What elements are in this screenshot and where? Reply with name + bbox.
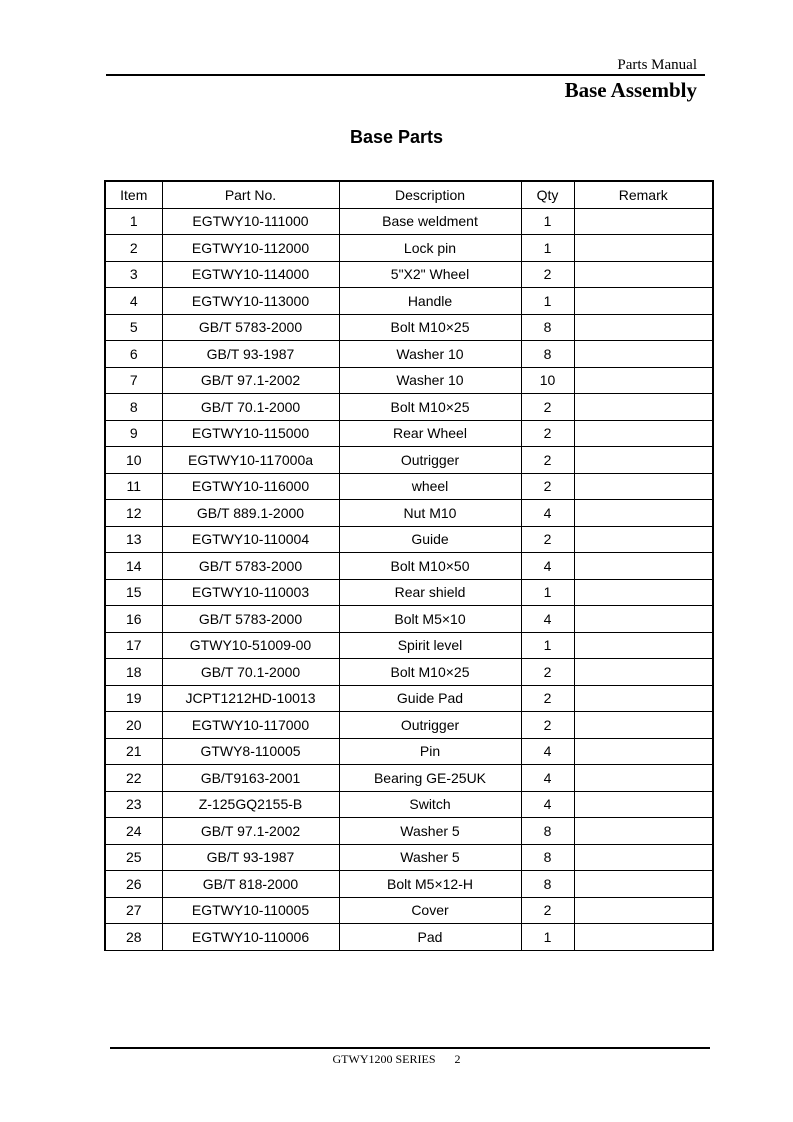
cell-qty: 4	[521, 553, 574, 580]
cell-description: Outrigger	[339, 447, 521, 474]
cell-item: 7	[105, 367, 162, 394]
cell-remark	[574, 791, 713, 818]
cell-remark	[574, 685, 713, 712]
cell-description: Nut M10	[339, 500, 521, 527]
cell-part-no: EGTWY10-115000	[162, 420, 339, 447]
cell-part-no: EGTWY10-114000	[162, 261, 339, 288]
cell-qty: 8	[521, 314, 574, 341]
cell-item: 22	[105, 765, 162, 792]
table-header-row	[105, 181, 713, 208]
table-row	[105, 606, 713, 633]
cell-part-no: GB/T 70.1-2000	[162, 394, 339, 421]
cell-qty: 4	[521, 500, 574, 527]
cell-item: 18	[105, 659, 162, 686]
cell-qty: 8	[521, 844, 574, 871]
cell-remark	[574, 871, 713, 898]
footer-rule	[110, 1047, 710, 1049]
manual-label: Parts Manual	[617, 57, 697, 73]
cell-description: Handle	[339, 288, 521, 315]
table-row	[105, 659, 713, 686]
cell-item: 10	[105, 447, 162, 474]
cell-part-no: GB/T 889.1-2000	[162, 500, 339, 527]
table-row	[105, 235, 713, 262]
cell-remark	[574, 606, 713, 633]
cell-description: Lock pin	[339, 235, 521, 262]
cell-part-no: Z-125GQ2155-B	[162, 791, 339, 818]
table-row	[105, 500, 713, 527]
cell-part-no: GB/T 818-2000	[162, 871, 339, 898]
cell-item: 28	[105, 924, 162, 951]
cell-item: 16	[105, 606, 162, 633]
cell-qty: 4	[521, 738, 574, 765]
cell-qty: 1	[521, 288, 574, 315]
cell-item: 6	[105, 341, 162, 368]
cell-remark	[574, 367, 713, 394]
table-row	[105, 791, 713, 818]
footer-series: GTWY1200 SERIES	[332, 1052, 436, 1066]
cell-remark	[574, 553, 713, 580]
cell-remark	[574, 208, 713, 235]
cell-description: Cover	[339, 897, 521, 924]
cell-qty: 2	[521, 261, 574, 288]
cell-part-no: GB/T 97.1-2002	[162, 367, 339, 394]
cell-description: Bolt M10×25	[339, 314, 521, 341]
cell-remark	[574, 261, 713, 288]
table-row	[105, 632, 713, 659]
table-row	[105, 394, 713, 421]
cell-part-no: EGTWY10-112000	[162, 235, 339, 262]
cell-remark	[574, 314, 713, 341]
table-row	[105, 765, 713, 792]
cell-part-no: EGTWY10-110004	[162, 526, 339, 553]
cell-qty: 2	[521, 685, 574, 712]
cell-item: 15	[105, 579, 162, 606]
cell-description: Rear Wheel	[339, 420, 521, 447]
cell-qty: 4	[521, 765, 574, 792]
cell-qty: 1	[521, 579, 574, 606]
cell-item: 23	[105, 791, 162, 818]
table-row	[105, 208, 713, 235]
cell-item: 9	[105, 420, 162, 447]
cell-item: 17	[105, 632, 162, 659]
cell-item: 5	[105, 314, 162, 341]
cell-item: 4	[105, 288, 162, 315]
cell-qty: 8	[521, 341, 574, 368]
cell-item: 2	[105, 235, 162, 262]
cell-qty: 2	[521, 473, 574, 500]
table-row	[105, 712, 713, 739]
cell-remark	[574, 526, 713, 553]
cell-remark	[574, 500, 713, 527]
cell-qty: 1	[521, 235, 574, 262]
cell-item: 8	[105, 394, 162, 421]
footer-page-number: 2	[454, 1052, 461, 1066]
table-row	[105, 526, 713, 553]
cell-remark	[574, 818, 713, 845]
table-row	[105, 924, 713, 951]
table-row	[105, 897, 713, 924]
cell-qty: 10	[521, 367, 574, 394]
cell-item: 12	[105, 500, 162, 527]
cell-qty: 2	[521, 659, 574, 686]
cell-remark	[574, 420, 713, 447]
cell-description: Spirit level	[339, 632, 521, 659]
cell-description: Guide	[339, 526, 521, 553]
cell-qty: 8	[521, 871, 574, 898]
cell-remark	[574, 235, 713, 262]
cell-qty: 2	[521, 712, 574, 739]
cell-description: Bolt M5×10	[339, 606, 521, 633]
cell-part-no: EGTWY10-111000	[162, 208, 339, 235]
cell-item: 19	[105, 685, 162, 712]
cell-part-no: GB/T 5783-2000	[162, 314, 339, 341]
col-header-item: Item	[105, 181, 162, 208]
cell-item: 13	[105, 526, 162, 553]
cell-item: 20	[105, 712, 162, 739]
cell-part-no: EGTWY10-113000	[162, 288, 339, 315]
cell-qty: 1	[521, 632, 574, 659]
cell-part-no: EGTWY10-116000	[162, 473, 339, 500]
cell-remark	[574, 738, 713, 765]
cell-item: 24	[105, 818, 162, 845]
cell-description: Washer 5	[339, 844, 521, 871]
cell-description: Base weldment	[339, 208, 521, 235]
cell-remark	[574, 712, 713, 739]
cell-part-no: EGTWY10-110003	[162, 579, 339, 606]
cell-remark	[574, 473, 713, 500]
cell-remark	[574, 924, 713, 951]
section-title: Base Assembly	[564, 78, 697, 102]
cell-qty: 4	[521, 791, 574, 818]
header-rule	[106, 74, 705, 76]
cell-item: 26	[105, 871, 162, 898]
col-header-part-no: Part No.	[162, 181, 339, 208]
cell-qty: 8	[521, 818, 574, 845]
cell-remark	[574, 765, 713, 792]
cell-qty: 2	[521, 394, 574, 421]
col-header-description: Description	[339, 181, 521, 208]
cell-part-no: GTWY10-51009-00	[162, 632, 339, 659]
cell-part-no: GTWY8-110005	[162, 738, 339, 765]
table-row	[105, 261, 713, 288]
parts-table	[104, 180, 714, 951]
footer	[0, 1052, 793, 1067]
cell-description: Pad	[339, 924, 521, 951]
cell-item: 27	[105, 897, 162, 924]
table-row	[105, 738, 713, 765]
cell-part-no: EGTWY10-110006	[162, 924, 339, 951]
table-row	[105, 314, 713, 341]
cell-description: Switch	[339, 791, 521, 818]
cell-item: 3	[105, 261, 162, 288]
cell-remark	[574, 447, 713, 474]
cell-part-no: GB/T 93-1987	[162, 341, 339, 368]
cell-description: Pin	[339, 738, 521, 765]
cell-description: Bolt M10×25	[339, 659, 521, 686]
cell-description: Bolt M10×25	[339, 394, 521, 421]
cell-part-no: EGTWY10-117000a	[162, 447, 339, 474]
cell-remark	[574, 288, 713, 315]
cell-qty: 2	[521, 420, 574, 447]
table-row	[105, 685, 713, 712]
cell-description: Bolt M5×12-H	[339, 871, 521, 898]
cell-part-no: GB/T 93-1987	[162, 844, 339, 871]
table-row	[105, 579, 713, 606]
cell-part-no: GB/T 5783-2000	[162, 553, 339, 580]
cell-qty: 1	[521, 208, 574, 235]
cell-item: 1	[105, 208, 162, 235]
cell-description: Guide Pad	[339, 685, 521, 712]
cell-part-no: GB/T9163-2001	[162, 765, 339, 792]
cell-description: Washer 10	[339, 341, 521, 368]
cell-description: Rear shield	[339, 579, 521, 606]
table-row	[105, 288, 713, 315]
col-header-qty: Qty	[521, 181, 574, 208]
cell-description: Bearing GE-25UK	[339, 765, 521, 792]
cell-qty: 4	[521, 606, 574, 633]
cell-qty: 2	[521, 526, 574, 553]
cell-description: wheel	[339, 473, 521, 500]
cell-part-no: JCPT1212HD-10013	[162, 685, 339, 712]
table-row	[105, 447, 713, 474]
cell-description: 5"X2" Wheel	[339, 261, 521, 288]
cell-part-no: GB/T 70.1-2000	[162, 659, 339, 686]
cell-remark	[574, 579, 713, 606]
table-row	[105, 553, 713, 580]
table-row	[105, 473, 713, 500]
table-row	[105, 367, 713, 394]
cell-item: 11	[105, 473, 162, 500]
cell-item: 21	[105, 738, 162, 765]
cell-part-no: EGTWY10-117000	[162, 712, 339, 739]
cell-remark	[574, 844, 713, 871]
cell-part-no: GB/T 5783-2000	[162, 606, 339, 633]
page-title: Base Parts	[349, 127, 444, 147]
cell-description: Washer 5	[339, 818, 521, 845]
cell-remark	[574, 659, 713, 686]
cell-qty: 1	[521, 924, 574, 951]
cell-part-no: GB/T 97.1-2002	[162, 818, 339, 845]
cell-description: Washer 10	[339, 367, 521, 394]
table-row	[105, 341, 713, 368]
cell-remark	[574, 341, 713, 368]
cell-remark	[574, 632, 713, 659]
table-row	[105, 871, 713, 898]
parts-table-body	[105, 208, 713, 950]
cell-description: Bolt M10×50	[339, 553, 521, 580]
table-row	[105, 420, 713, 447]
cell-qty: 2	[521, 447, 574, 474]
cell-item: 14	[105, 553, 162, 580]
cell-remark	[574, 897, 713, 924]
table-row	[105, 844, 713, 871]
cell-item: 25	[105, 844, 162, 871]
cell-description: Outrigger	[339, 712, 521, 739]
cell-remark	[574, 394, 713, 421]
col-header-remark: Remark	[574, 181, 713, 208]
table-row	[105, 818, 713, 845]
cell-part-no: EGTWY10-110005	[162, 897, 339, 924]
cell-qty: 2	[521, 897, 574, 924]
